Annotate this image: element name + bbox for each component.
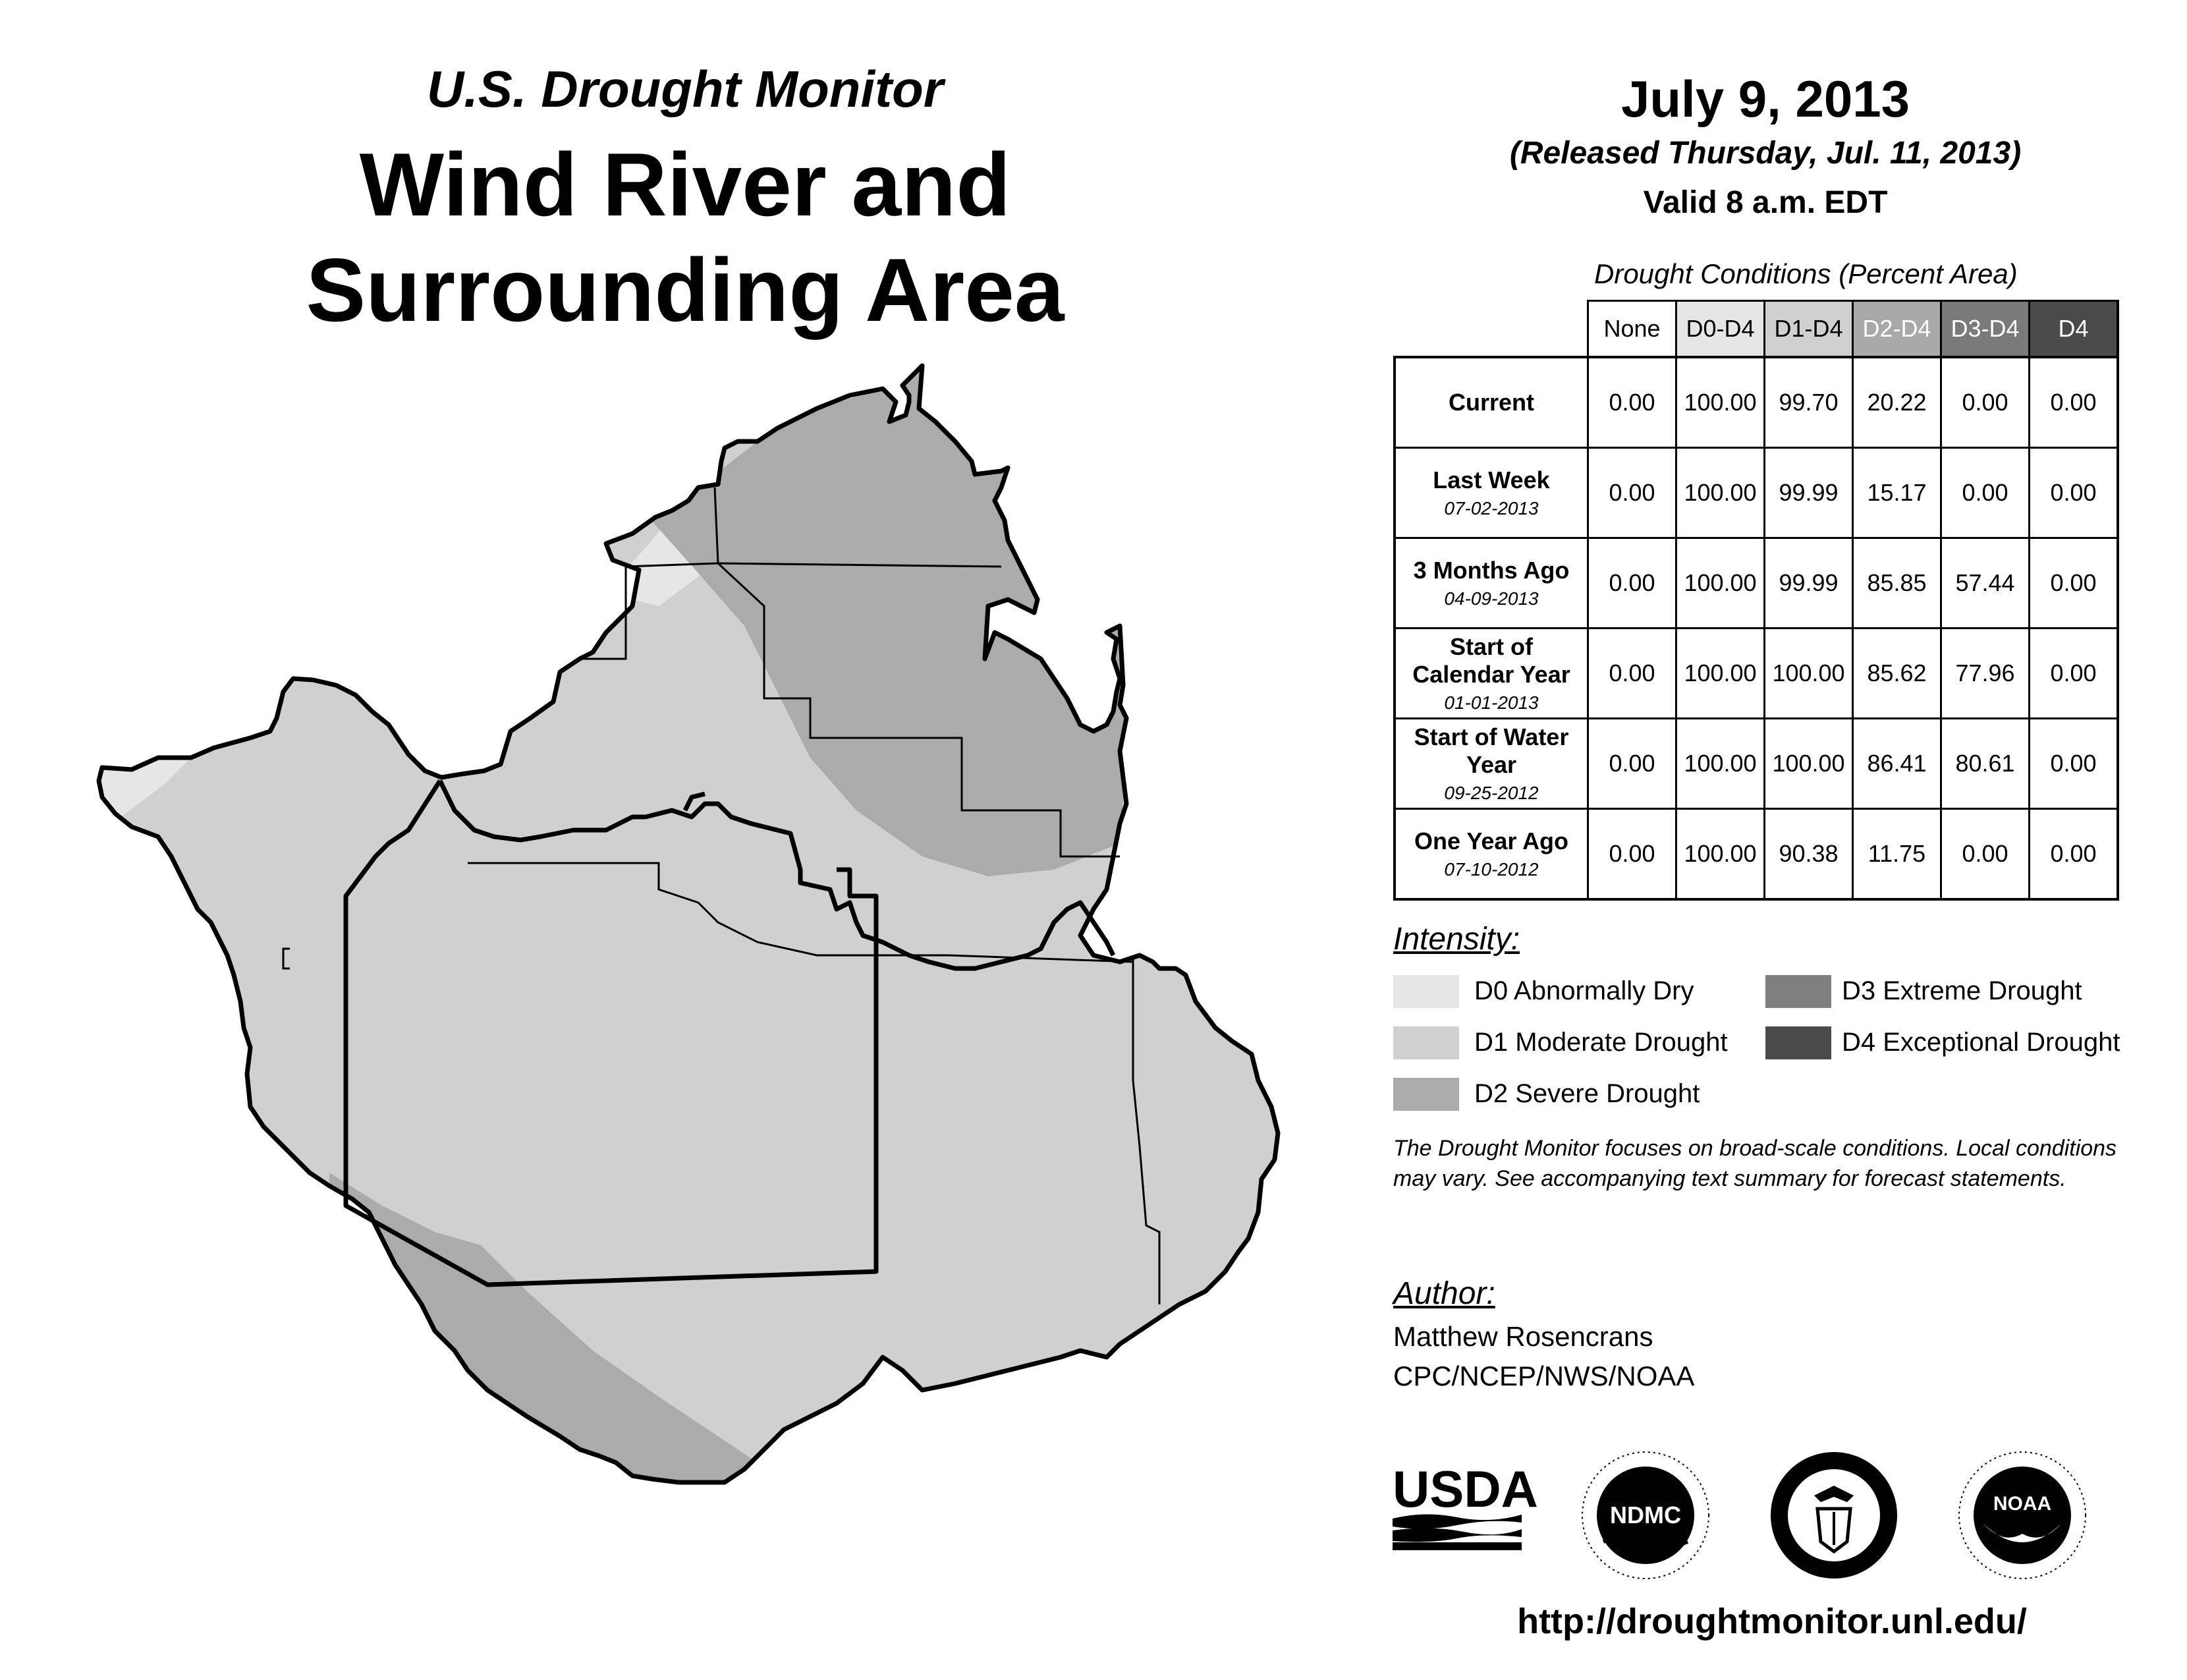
cell-d0-d4: 100.00	[1676, 448, 1765, 538]
legend-heading: Intensity:	[1393, 922, 1520, 957]
cell-d3-d4: 77.96	[1941, 629, 2030, 719]
author-heading: Author:	[1393, 1276, 1495, 1311]
cell-d0-d4: 100.00	[1676, 629, 1765, 719]
cell-d4: 0.00	[2030, 809, 2118, 900]
table-row-current	[1395, 357, 2118, 448]
row-date: 07-02-2013	[1444, 498, 1539, 518]
row-label-cell	[1395, 719, 1588, 809]
cell-d2-d4: 11.75	[1853, 809, 1941, 900]
legend-swatch-d0	[1393, 975, 1459, 1008]
cell-none: 0.00	[1588, 809, 1676, 900]
cell-none: 0.00	[1588, 629, 1676, 719]
cell-d1-d4: 99.99	[1765, 448, 1853, 538]
legend-swatch-d1	[1393, 1026, 1459, 1059]
table-row-last-week	[1395, 448, 2118, 538]
usda-logo-text: USDA	[1393, 1460, 1539, 1518]
row-label: 3 Months Ago	[1413, 557, 1570, 584]
row-date: 01-01-2013	[1444, 692, 1539, 713]
cell-d2-d4: 85.62	[1853, 629, 1941, 719]
cell-d1-d4: 99.99	[1765, 538, 1853, 629]
legend-label-d0: D0 Abnormally Dry	[1474, 976, 1694, 1005]
col-header-d1-d4: D1-D4	[1765, 301, 1853, 358]
noaa-logo-text: NOAA	[1993, 1493, 2052, 1515]
cell-d1-d4: 100.00	[1765, 629, 1853, 719]
product-title: U.S. Drought Monitor	[426, 60, 944, 118]
cell-d0-d4: 100.00	[1676, 809, 1765, 900]
cell-d1-d4: 99.70	[1765, 357, 1853, 448]
ndmc-logo	[1580, 1449, 1711, 1581]
cell-none: 0.00	[1588, 719, 1676, 809]
cell-d2-d4: 20.22	[1853, 357, 1941, 448]
cell-d2-d4: 15.17	[1853, 448, 1941, 538]
row-label: Start of Water Year	[1414, 723, 1569, 778]
table-caption: Drought Conditions (Percent Area)	[1594, 258, 2018, 289]
website-url[interactable]: http://droughtmonitor.unl.edu/	[1517, 1602, 2027, 1641]
cell-d4: 0.00	[2030, 629, 2118, 719]
cell-d0-d4: 100.00	[1676, 538, 1765, 629]
row-label: Last Week	[1433, 466, 1550, 493]
row-label-cell	[1395, 448, 1588, 538]
col-header-d2-d4: D2-D4	[1853, 301, 1941, 358]
cell-d1-d4: 90.38	[1765, 809, 1853, 900]
cell-d3-d4: 0.00	[1941, 809, 2030, 900]
commerce-seal	[1768, 1449, 1900, 1581]
col-header-none: None	[1588, 301, 1676, 358]
cell-d4: 0.00	[2030, 357, 2118, 448]
col-header-d3-d4: D3-D4	[1941, 301, 2030, 358]
region-title-line1: Wind River and	[359, 134, 1011, 235]
cell-d3-d4: 80.61	[1941, 719, 2030, 809]
map-date: July 9, 2013	[1621, 70, 1910, 128]
release-date: (Released Thursday, Jul. 11, 2013)	[1509, 136, 2022, 171]
table-row-start-of-water-year	[1395, 719, 2118, 809]
legend-swatch-d4	[1765, 1026, 1831, 1059]
col-header-d4: D4	[2030, 301, 2118, 358]
table-header-row	[1395, 301, 2118, 358]
ndmc-logo-text: NDMC	[1610, 1501, 1681, 1528]
legend-label-d2: D2 Severe Drought	[1474, 1079, 1700, 1108]
row-label-cell	[1395, 357, 1588, 448]
cell-d3-d4: 0.00	[1941, 448, 2030, 538]
legend-swatch-d3	[1765, 975, 1831, 1008]
cell-d4: 0.00	[2030, 448, 2118, 538]
table-row-one-year-ago	[1395, 809, 2118, 900]
col-header-d0-d4: D0-D4	[1676, 301, 1765, 358]
cell-d0-d4: 100.00	[1676, 719, 1765, 809]
row-label-cell	[1395, 538, 1588, 629]
legend-label-d3: D3 Extreme Drought	[1842, 976, 2082, 1005]
cell-d1-d4: 100.00	[1765, 719, 1853, 809]
cell-d4: 0.00	[2030, 719, 2118, 809]
legend-swatch-d2	[1393, 1078, 1459, 1111]
cell-none: 0.00	[1588, 448, 1676, 538]
row-date: 04-09-2013	[1444, 588, 1539, 609]
cell-none: 0.00	[1588, 357, 1676, 448]
usda-logo	[1391, 1459, 1539, 1552]
row-label-cell	[1395, 809, 1588, 900]
cell-d2-d4: 86.41	[1853, 719, 1941, 809]
valid-time: Valid 8 a.m. EDT	[1643, 185, 1888, 220]
row-label: Current	[1448, 389, 1534, 416]
legend-label-d4: D4 Exceptional Drought	[1842, 1028, 2120, 1057]
cell-d2-d4: 85.85	[1853, 538, 1941, 629]
row-label: Start of Calendar Year	[1412, 633, 1570, 688]
noaa-logo	[1956, 1449, 2088, 1581]
cell-d4: 0.00	[2030, 538, 2118, 629]
drought-conditions-table	[1393, 300, 2119, 901]
cell-d3-d4: 0.00	[1941, 357, 2030, 448]
header-blank-cell	[1395, 301, 1588, 358]
author-org: CPC/NCEP/NWS/NOAA	[1393, 1360, 1695, 1391]
row-label: One Year Ago	[1414, 827, 1569, 854]
author-name: Matthew Rosencrans	[1393, 1321, 1653, 1352]
disclaimer-note: The Drought Monitor focuses on broad-scale conditions. Local conditions may vary. See accompanying text summary for forecast statements.	[1393, 1136, 2117, 1191]
cell-none: 0.00	[1588, 538, 1676, 629]
region-title-line2: Surrounding Area	[306, 240, 1065, 340]
legend-label-d1: D1 Moderate Drought	[1474, 1028, 1728, 1057]
row-label-cell	[1395, 629, 1588, 719]
table-row-start-of-calendar-year	[1395, 629, 2118, 719]
row-date: 07-10-2012	[1444, 859, 1539, 880]
cell-d3-d4: 57.44	[1941, 538, 2030, 629]
cell-d0-d4: 100.00	[1676, 357, 1765, 448]
table-row-3-months-ago	[1395, 538, 2118, 629]
row-date: 09-25-2012	[1444, 783, 1539, 803]
